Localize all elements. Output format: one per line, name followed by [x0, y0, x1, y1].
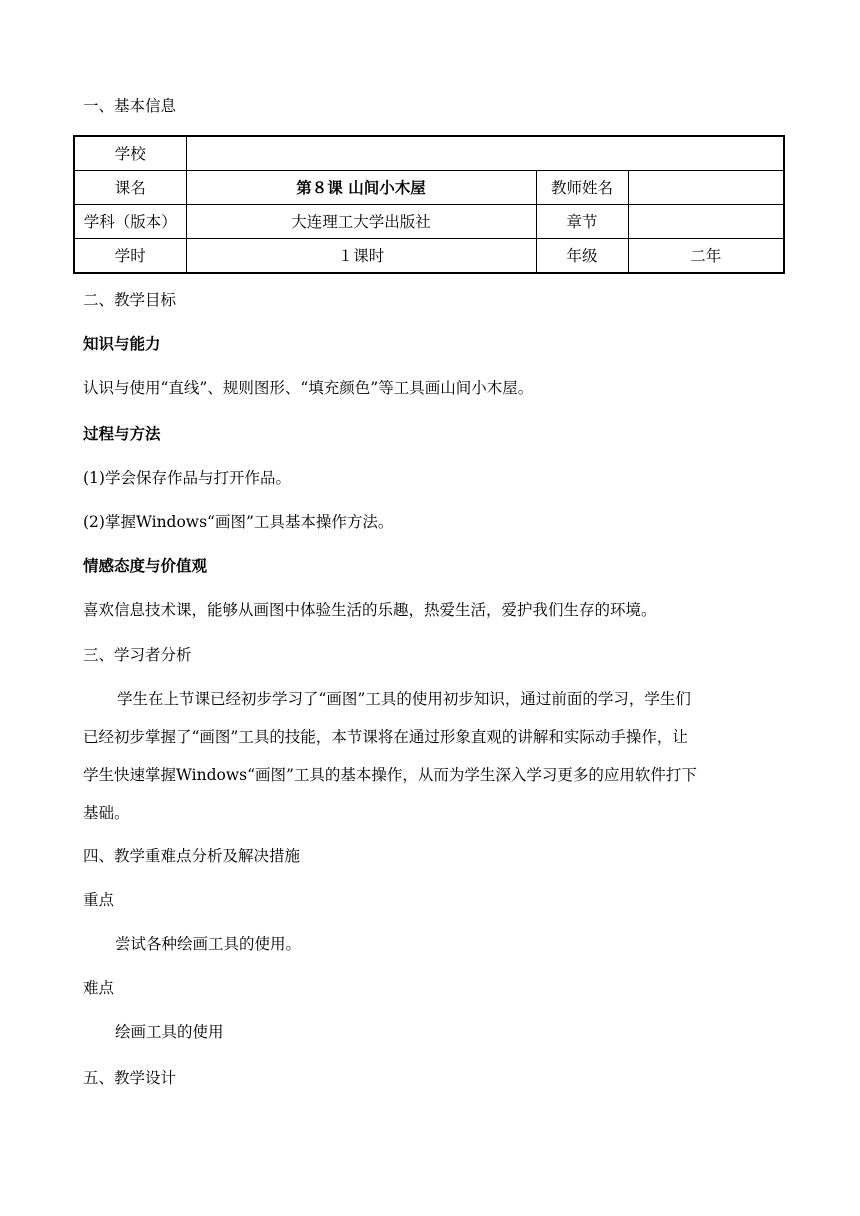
- section-heading-teaching-design: 五、教学设计: [83, 1069, 177, 1087]
- table-row: [74, 136, 784, 171]
- teacher-label: 教师姓名: [536, 171, 628, 205]
- chapter-label: 章节: [536, 205, 628, 239]
- table-row: [74, 205, 784, 239]
- subject-label: 学科（版本）: [74, 205, 186, 239]
- learner-analysis-paragraph: [83, 689, 777, 841]
- hours-value: １课时: [186, 239, 536, 274]
- difficulty-label: 难点: [83, 979, 115, 997]
- section-heading-teaching-goals: 二、教学目标: [83, 291, 177, 309]
- table-row: [74, 171, 784, 205]
- process-item-1: (1)学会保存作品与打开作品。: [83, 469, 291, 487]
- grade-value: 二年: [628, 239, 784, 274]
- paragraph-line: 学生在上节课已经初步学习了“画图”工具的使用初步知识，通过前面的学习，学生们: [117, 690, 691, 708]
- focus-text: 尝试各种绘画工具的使用。: [115, 935, 302, 953]
- knowledge-text: 认识与使用“直线”、规则图形、“填充颜色”等工具画山间小木屋。: [83, 379, 534, 397]
- process-item-2: (2)掌握Windows“画图”工具基本操作方法。: [83, 513, 394, 531]
- grade-label: 年级: [536, 239, 628, 274]
- focus-label: 重点: [83, 891, 115, 909]
- course-value: 第８课 山间小木屋: [186, 171, 536, 205]
- school-label: 学校: [74, 136, 186, 171]
- hours-label: 学时: [74, 239, 186, 274]
- knowledge-heading: 知识与能力: [83, 335, 161, 353]
- paragraph-line: 已经初步掌握了“画图”工具的技能，本节课将在通过形象直观的讲解和实际动手操作，让: [83, 728, 688, 746]
- course-label: 课名: [74, 171, 186, 205]
- difficulty-text: 绘画工具的使用: [115, 1023, 224, 1041]
- process-heading: 过程与方法: [83, 425, 161, 443]
- emotion-heading: 情感态度与价值观: [83, 557, 208, 575]
- emotion-text: 喜欢信息技术课，能够从画图中体验生活的乐趣，热爱生活，爱护我们生存的环境。: [83, 601, 657, 619]
- subject-value: 大连理工大学出版社: [186, 205, 536, 239]
- paragraph-line: 学生快速掌握Windows“画图”工具的基本操作，从而为学生深入学习更多的应用软件打下: [83, 766, 697, 784]
- section-heading-basic-info: 一、基本信息: [83, 97, 177, 115]
- paragraph-line: 基础。: [83, 804, 130, 822]
- section-heading-key-points: 四、教学重难点分析及解决措施: [83, 847, 301, 865]
- section-heading-learner-analysis: 三、学习者分析: [83, 646, 192, 664]
- basic-info-table: [73, 135, 785, 274]
- table-row: [74, 239, 784, 274]
- chapter-value: [628, 205, 784, 239]
- school-value: [186, 136, 784, 171]
- teacher-value: [628, 171, 784, 205]
